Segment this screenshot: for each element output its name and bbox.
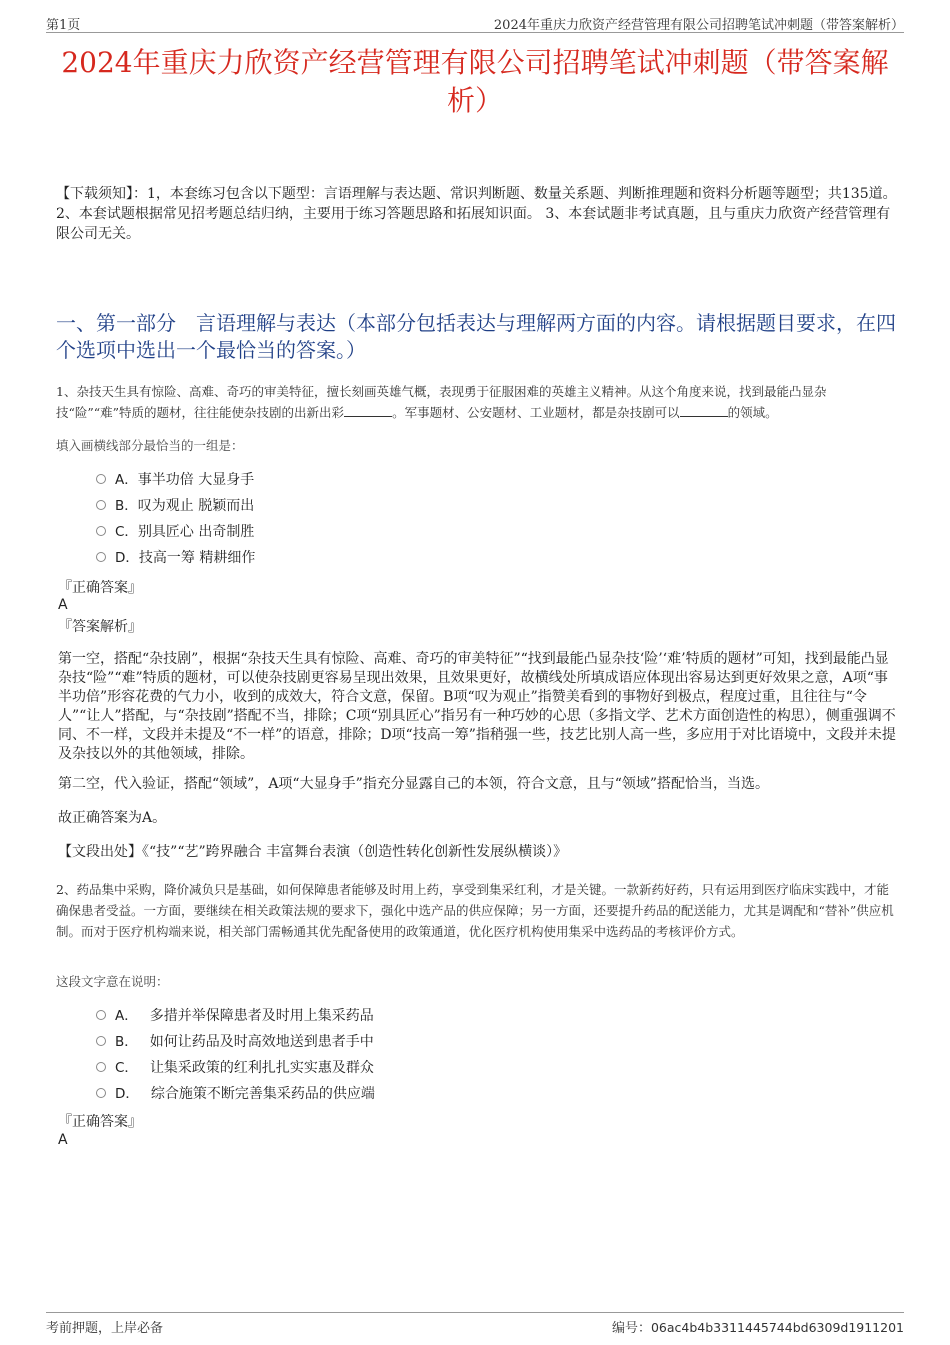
option-d[interactable] (96, 545, 796, 571)
option-letter: C． (115, 524, 138, 540)
radio-icon[interactable] (96, 1062, 106, 1072)
analysis-paragraph-3: 故正确答案为A。 (58, 810, 167, 826)
option-a[interactable] (96, 1003, 796, 1029)
radio-icon[interactable] (96, 474, 106, 484)
option-text: 如何让药品及时高效地送到患者手中 (149, 1034, 374, 1050)
blank-2 (680, 404, 728, 417)
radio-icon[interactable] (96, 500, 106, 510)
download-notice: 【下载须知】：1，本套练习包含以下题型：言语理解与表达题、常识判断题、数量关系题、判断推理题和资料分析题等题型；共135道。 2、本套试题根据常见招考题总结归纳，主要用于练习答题思路和拓展知识面。 3、本套试题非考试真题，且与重庆力欣资产经营管理有限公司无关。 (56, 186, 897, 242)
option-c[interactable] (96, 519, 796, 545)
option-text: 综合施策不断完善集采药品的供应端 (150, 1086, 375, 1102)
answer-label: 『正确答案』 (58, 1114, 142, 1130)
question-1-options (96, 467, 796, 571)
passage-source: 【文段出处】《“技”“艺”跨界融合 丰富舞台表演（创造性转化创新性发展纵横谈）》 (58, 844, 568, 860)
footer-code-label: 编号： (611, 1321, 651, 1336)
option-text: 多措并举保障患者及时用上集采药品 (149, 1008, 374, 1024)
option-b[interactable] (96, 493, 796, 519)
option-letter: B． (115, 498, 138, 514)
radio-icon[interactable] (96, 1036, 106, 1046)
analysis-paragraph-2: 第二空，代入验证，搭配“领域”，A项“大显身手”指充分显露自己的本领，符合文意，且与“领域”搭配恰当，当选。 (58, 776, 770, 792)
option-letter: B． (115, 1034, 138, 1050)
option-text: 事半功倍 大显身手 (137, 472, 255, 488)
header-doc-title: 2024年重庆力欣资产经营管理有限公司招聘笔试冲刺题（带答案解析） (493, 18, 904, 33)
footer-slogan: 考前押题，上岸必备 (46, 1321, 164, 1336)
option-text: 技高一筹 精耕细作 (138, 550, 256, 566)
option-c[interactable] (96, 1055, 796, 1081)
option-letter: D． (115, 550, 139, 566)
option-letter: C． (115, 1060, 138, 1076)
question-1-prompt: 填入画横线部分最恰当的一组是： (56, 438, 244, 453)
radio-icon[interactable] (96, 1088, 106, 1098)
option-letter: D． (115, 1086, 139, 1102)
footer-code: 06ac4b4b3311445744bd6309d1911201 (650, 1320, 904, 1335)
blank-1 (344, 404, 392, 417)
page-footer (46, 1312, 904, 1335)
question-2-text: 2、药品集中采购，降价减负只是基础，如何保障患者能够及时用上药，享受到集采红利，才是关键。一款新药好药，只有运用到医疗临床实践中，才能确保患者受益。一方面，要继续在相关政策法规的要求下，强化中选产品的供应保障；另一方面，还要提升药品的配送能力，尤其是调配和“替补”供应机制。而对于医疗机构端来说，相关部门需畅通其优先配备使用的政策通道，优化医疗机构使用集采中选药品的考核评价方式。 (56, 882, 894, 939)
option-text: 别具匠心 出奇制胜 (137, 524, 255, 540)
option-a[interactable] (96, 467, 796, 493)
analysis-label: 『答案解析』 (58, 619, 142, 635)
page-header (46, 12, 904, 33)
answer-value: A (58, 1132, 68, 1148)
analysis-paragraph-1: 第一空，搭配“杂技剧”，根据“杂技天生具有惊险、高难、奇巧的审美特征”“找到最能凸显杂技‘险’‘难’特质的题材”可知，找到最能凸显杂技“险”“难”特质的题材，可以使杂技剧更容易呈现出效果，且效果更好，故横线处所填成语应体现出容易达到更好效果之意，A项“事半功倍”形容花费的气力小，收到的成效大，符合文意，保留。B项“叹为观止”指赞美看到的事物好到极点，程度过重，且往往与“令人”“让人”搭配，与“杂技剧”搭配不当，排除；C项“别具匠心”指另有一种巧妙的心思（多指文学、艺术方面创造性的构思），侧重强调不同、不一样，文段并未提及“不一样”的语意，排除；D项“技高一筹”指稍强一些，技艺比别人高一些，多应用于对比语境中，文段并未提及杂技以外的其他领域，排除。 (58, 651, 896, 762)
question-2-options (96, 1003, 796, 1107)
option-letter: A． (115, 1008, 138, 1024)
question-1-text-part-c: 的领域。 (727, 405, 778, 420)
answer-label: 『正确答案』 (58, 580, 142, 596)
answer-value: A (58, 597, 68, 613)
question-1-text-part-b: 。军事题材、公安题材、工业题材，都是杂技剧可以 (392, 405, 680, 420)
page-number: 第1页 (46, 18, 81, 33)
question-2-prompt: 这段文字意在说明： (56, 974, 169, 989)
option-text: 叹为观止 脱颖而出 (137, 498, 255, 514)
document-title: 2024年重庆力欣资产经营管理有限公司招聘笔试冲刺题（带答案解析） (61, 46, 889, 117)
question-1-text (56, 381, 898, 423)
section-title: 一、第一部分 言语理解与表达（本部分包括表达与理解两方面的内容。请根据题目要求，在四个选项中选出一个最恰当的答案。） (56, 311, 896, 362)
footer-code-block (612, 1317, 904, 1336)
option-d[interactable] (96, 1081, 796, 1107)
option-letter: A． (115, 472, 138, 488)
question-1-text-part-a: 1、杂技天生具有惊险、高难、奇巧的审美特征，擅长刻画英雄气概，表现勇于征服困难的英雄主义精神。从这个角度来说，找到最能凸显杂技“险”“难”特质的题材，往往能使杂技剧的出新出彩 (56, 384, 827, 420)
radio-icon[interactable] (96, 552, 106, 562)
radio-icon[interactable] (96, 1010, 106, 1020)
radio-icon[interactable] (96, 526, 106, 536)
option-b[interactable] (96, 1029, 796, 1055)
option-text: 让集采政策的红利扎扎实实惠及群众 (149, 1060, 374, 1076)
